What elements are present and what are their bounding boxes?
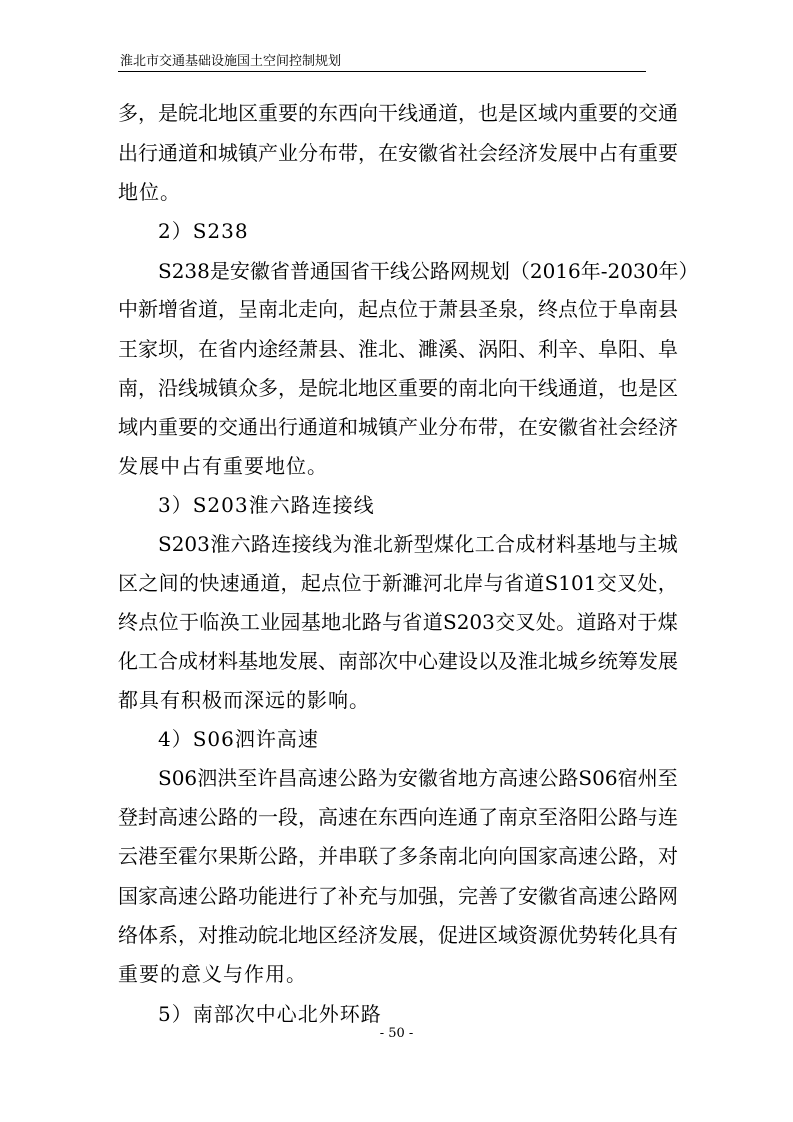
text-line: 登 封 高 速 公 路 的 一 段 ， 高 速 在 东 西 向 连 通 了 南 京 至 洛 阳 公 路 与 连: [118, 805, 678, 829]
text-line: 都具有积极而深远的影响。: [118, 688, 370, 712]
text-line: 南 ， 沿 线 城 镇 众 多 ， 是 皖 北 地 区 重 要 的 南 北 向 干 线 通 道 ， 也 是 区: [118, 376, 678, 400]
running-header: 淮北市交通基础设施国土空间控制规划: [120, 54, 342, 69]
text-line: 王 家 坝 ， 在 省 内 途 经 萧 县 、 淮 北 、 濉 溪 、 涡 阳 、 利 辛 、 阜 阳 、 阜: [118, 337, 678, 361]
text-line: 多 ， 是 皖 北 地 区 重 要 的 东 西 向 干 线 通 道 ， 也 是 区 域 内 重 要 的 交 通: [118, 101, 678, 125]
header-divider: [118, 71, 646, 72]
text-line: 发展中占有重要地位。: [118, 454, 328, 478]
text-line: S06 泗 洪 至 许 昌 高 速 公 路 为 安 徽 省 地 方 高 速 公 路 S06 宿 州 至: [158, 766, 678, 790]
text-line: 区 之 间 的 快 速 通 道 ， 起 点 位 于 新 濉 河 北 岸 与 省 道 S101 交 叉 处 ，: [118, 571, 678, 595]
text-line: S203 淮 六 路 连 接 线 为 淮 北 新 型 煤 化 工 合 成 材 料 基 地 与 主 城: [158, 532, 678, 556]
text-line: 地位。: [118, 180, 181, 204]
text-line: 国 家 高 速 公 路 功 能 进 行 了 补 充 与 加 强 ， 完 善 了 安 徽 省 高 速 公 路 网: [118, 884, 678, 908]
text-line: 络 体 系 ， 对 推 动 皖 北 地 区 经 济 发 展 ， 促 进 区 域 资 源 优 势 转 化 具 有: [118, 923, 678, 947]
page-number: - 50 -: [379, 1026, 414, 1041]
text-line: 重要的意义与作用。: [118, 962, 307, 986]
section-heading: 3）S203淮六路连接线: [158, 493, 375, 517]
text-line: S238 是 安 徽 省 普 通 国 省 干 线 公 路 网 规 划 （ 2016 年 -2030 年 ）: [158, 259, 699, 283]
text-line: 终 点 位 于 临 涣 工 业 园 基 地 北 路 与 省 道 S203 交 叉 处 。 道 路 对 于 煤: [118, 610, 678, 634]
text-line: 出 行 通 道 和 城 镇 产 业 分 布 带 ， 在 安 徽 省 社 会 经 济 发 展 中 占 有 重 要: [118, 141, 678, 165]
text-line: 云 港 至 霍 尔 果 斯 公 路 ， 并 串 联 了 多 条 南 北 向 向 国 家 高 速 公 路 ， 对: [118, 844, 678, 868]
section-heading: 5）南部次中心北外环路: [158, 1002, 382, 1026]
text-line: 域 内 重 要 的 交 通 出 行 通 道 和 城 镇 产 业 分 布 带 ， 在 安 徽 省 社 会 经 济: [118, 415, 678, 439]
section-heading: 4）S06泗许高速: [158, 727, 319, 751]
text-line: 中 新 增 省 道 ， 呈 南 北 走 向 ， 起 点 位 于 萧 县 圣 泉 ， 终 点 位 于 阜 南 县: [118, 297, 678, 321]
text-line: 化 工 合 成 材 料 基 地 发 展 、 南 部 次 中 心 建 设 以 及 淮 北 城 乡 统 筹 发 展: [118, 649, 678, 673]
section-heading: 2）S238: [158, 219, 249, 243]
